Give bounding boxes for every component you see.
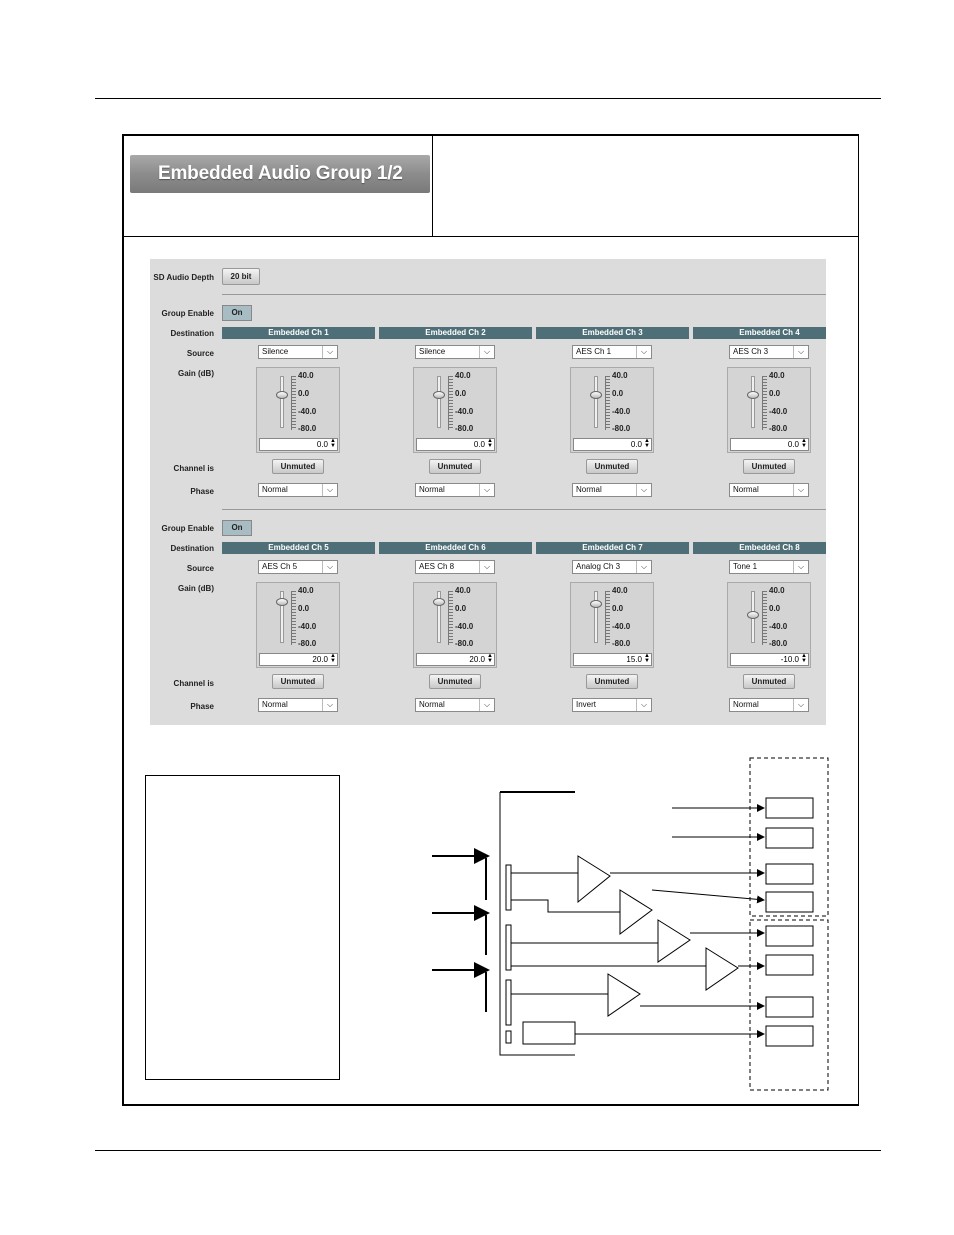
source-value: Silence bbox=[419, 347, 446, 356]
source-select[interactable] bbox=[572, 345, 652, 359]
gain-label: Gain (dB) bbox=[178, 584, 214, 593]
gain-control bbox=[413, 582, 497, 668]
phase-value: Normal bbox=[262, 700, 288, 709]
chevron-down-icon: ⌵ bbox=[793, 561, 808, 573]
spinner-arrows-icon[interactable]: ▲ ▼ bbox=[644, 653, 650, 664]
gain-scale-label: -40.0 bbox=[455, 407, 474, 416]
gain-input[interactable] bbox=[259, 438, 338, 451]
mute-button[interactable]: Unmuted bbox=[743, 674, 795, 689]
gain-slider-knob[interactable] bbox=[747, 611, 759, 619]
destination-label: Destination bbox=[170, 544, 214, 553]
source-select[interactable] bbox=[729, 345, 809, 359]
sd-audio-depth-button[interactable]: 20 bit bbox=[222, 268, 260, 285]
mute-button[interactable]: Unmuted bbox=[586, 674, 638, 689]
mute-button[interactable]: Unmuted bbox=[272, 459, 324, 474]
chevron-down-icon: ⌵ bbox=[793, 346, 808, 358]
signal-flow-diagram bbox=[420, 750, 840, 1100]
gain-scale-label: 40.0 bbox=[455, 586, 471, 595]
gain-value: 0.0 bbox=[473, 440, 485, 449]
gain-scale-label: 40.0 bbox=[769, 371, 785, 380]
gain-scale-label: -80.0 bbox=[298, 424, 317, 433]
source-select[interactable] bbox=[415, 345, 495, 359]
gain-value: -10.0 bbox=[780, 655, 799, 664]
card-title-banner: Embedded Audio Group 1/2 bbox=[130, 155, 430, 193]
gain-scale-label: -80.0 bbox=[769, 424, 788, 433]
gain-label: Gain (dB) bbox=[178, 369, 214, 378]
gain-scale-label: 0.0 bbox=[612, 389, 624, 398]
gain-value: 20.0 bbox=[469, 655, 485, 664]
destination-header: Embedded Ch 5 bbox=[222, 542, 375, 554]
group-enable-toggle[interactable]: On bbox=[222, 305, 252, 321]
gain-slider-knob[interactable] bbox=[433, 391, 445, 399]
gain-scale-label: 40.0 bbox=[769, 586, 785, 595]
gain-scale-label: -80.0 bbox=[298, 639, 317, 648]
gain-scale-label: -40.0 bbox=[769, 407, 788, 416]
chevron-down-icon: ⌵ bbox=[479, 699, 494, 711]
gain-scale-label: -40.0 bbox=[769, 622, 788, 631]
chevron-down-icon: ⌵ bbox=[793, 699, 808, 711]
chevron-down-icon: ⌵ bbox=[636, 346, 651, 358]
gain-input[interactable] bbox=[573, 653, 652, 666]
source-select[interactable] bbox=[415, 560, 495, 574]
phase-label: Phase bbox=[190, 487, 214, 496]
chevron-down-icon: ⌵ bbox=[322, 484, 337, 496]
gain-slider-track[interactable] bbox=[594, 591, 598, 643]
spinner-arrows-icon[interactable]: ▲ ▼ bbox=[330, 653, 336, 664]
gain-scale-label: -40.0 bbox=[612, 407, 631, 416]
gain-input[interactable] bbox=[416, 438, 495, 451]
gain-scale-ticks bbox=[762, 376, 767, 430]
phase-select[interactable] bbox=[258, 483, 338, 497]
gain-input[interactable] bbox=[730, 438, 809, 451]
gain-input[interactable] bbox=[259, 653, 338, 666]
table-row-divider bbox=[124, 236, 859, 237]
gain-scale-label: -80.0 bbox=[612, 424, 631, 433]
source-value: AES Ch 5 bbox=[262, 562, 298, 571]
gain-control bbox=[570, 367, 654, 453]
source-value: Silence bbox=[262, 347, 289, 356]
gain-slider-knob[interactable] bbox=[276, 391, 288, 399]
gain-scale-label: 40.0 bbox=[612, 586, 628, 595]
source-select[interactable] bbox=[572, 560, 652, 574]
gain-value: 15.0 bbox=[626, 655, 642, 664]
table-column-divider bbox=[432, 136, 433, 237]
spinner-arrows-icon[interactable]: ▲ ▼ bbox=[644, 438, 650, 449]
footer-rule bbox=[95, 1150, 881, 1151]
gain-scale-ticks bbox=[448, 376, 453, 430]
gain-scale-label: -80.0 bbox=[769, 639, 788, 648]
gain-control bbox=[570, 582, 654, 668]
gain-slider-track[interactable] bbox=[751, 376, 755, 428]
gain-scale-ticks bbox=[605, 591, 610, 645]
phase-select[interactable] bbox=[258, 698, 338, 712]
source-select[interactable] bbox=[258, 345, 338, 359]
gain-scale-label: 0.0 bbox=[455, 604, 467, 613]
mute-button[interactable]: Unmuted bbox=[272, 674, 324, 689]
chevron-down-icon: ⌵ bbox=[793, 484, 808, 496]
chevron-down-icon: ⌵ bbox=[636, 561, 651, 573]
gain-scale-label: -40.0 bbox=[612, 622, 631, 631]
gain-scale-label: -40.0 bbox=[455, 622, 474, 631]
gain-scale-ticks bbox=[762, 591, 767, 645]
phase-value: Normal bbox=[262, 485, 288, 494]
gain-slider-knob[interactable] bbox=[747, 391, 759, 399]
gain-amplifier-triangles bbox=[578, 856, 738, 1016]
gain-slider-track[interactable] bbox=[280, 376, 284, 428]
phase-value: Normal bbox=[419, 700, 445, 709]
gain-slider-track[interactable] bbox=[594, 376, 598, 428]
chevron-down-icon: ⌵ bbox=[636, 484, 651, 496]
destination-header: Embedded Ch 4 bbox=[693, 327, 826, 339]
gain-value: 0.0 bbox=[630, 440, 642, 449]
group-enable-label: Group Enable bbox=[161, 524, 214, 533]
chevron-down-icon: ⌵ bbox=[636, 699, 651, 711]
gain-control bbox=[413, 367, 497, 453]
source-label: Source bbox=[186, 349, 214, 358]
chevron-down-icon: ⌵ bbox=[322, 699, 337, 711]
diagram-legend-box bbox=[145, 775, 340, 1080]
mute-button[interactable]: Unmuted bbox=[743, 459, 795, 474]
phase-select[interactable] bbox=[729, 483, 809, 497]
channel-is-label: Channel is bbox=[173, 679, 214, 688]
mute-button[interactable]: Unmuted bbox=[429, 674, 481, 689]
gain-control bbox=[256, 582, 340, 668]
panel-separator bbox=[222, 294, 826, 295]
gain-input[interactable] bbox=[573, 438, 652, 451]
gain-control bbox=[256, 367, 340, 453]
destination-header: Embedded Ch 3 bbox=[536, 327, 689, 339]
gain-scale-label: 0.0 bbox=[769, 389, 781, 398]
phase-select[interactable] bbox=[729, 698, 809, 712]
gain-scale-label: 0.0 bbox=[298, 604, 310, 613]
gain-scale-label: 40.0 bbox=[298, 586, 314, 595]
phase-value: Invert bbox=[576, 700, 597, 709]
destination-header: Embedded Ch 6 bbox=[379, 542, 532, 554]
source-select[interactable] bbox=[258, 560, 338, 574]
source-value: AES Ch 1 bbox=[576, 347, 612, 356]
group-enable-label: Group Enable bbox=[161, 309, 214, 318]
tone-generator-box bbox=[523, 1022, 575, 1044]
panel-separator bbox=[222, 509, 826, 510]
gain-scale-ticks bbox=[448, 591, 453, 645]
mute-button[interactable]: Unmuted bbox=[429, 459, 481, 474]
channel-is-label: Channel is bbox=[173, 464, 214, 473]
gain-slider-knob[interactable] bbox=[433, 598, 445, 606]
gain-scale-label: -80.0 bbox=[455, 424, 474, 433]
phase-label: Phase bbox=[190, 702, 214, 711]
gain-scale-label: 0.0 bbox=[769, 604, 781, 613]
embedded-audio-panel bbox=[150, 259, 826, 725]
gain-value: 0.0 bbox=[316, 440, 328, 449]
chevron-down-icon: ⌵ bbox=[479, 484, 494, 496]
source-value: AES Ch 3 bbox=[733, 347, 769, 356]
gain-value: 0.0 bbox=[787, 440, 799, 449]
gain-control bbox=[727, 582, 811, 668]
chevron-down-icon: ⌵ bbox=[322, 346, 337, 358]
gain-slider-track[interactable] bbox=[437, 376, 441, 428]
phase-value: Normal bbox=[419, 485, 445, 494]
spinner-arrows-icon[interactable]: ▲ ▼ bbox=[487, 653, 493, 664]
gain-scale-label: 40.0 bbox=[298, 371, 314, 380]
phase-value: Normal bbox=[733, 485, 759, 494]
gain-input[interactable] bbox=[730, 653, 809, 666]
mute-button[interactable]: Unmuted bbox=[586, 459, 638, 474]
source-value: Analog Ch 3 bbox=[576, 562, 621, 571]
signal-wires bbox=[432, 792, 764, 1055]
gain-control bbox=[727, 367, 811, 453]
gain-scale-label: -40.0 bbox=[298, 407, 317, 416]
phase-value: Normal bbox=[733, 700, 759, 709]
source-value: AES Ch 8 bbox=[419, 562, 455, 571]
gain-scale-label: 0.0 bbox=[612, 604, 624, 613]
gain-value: 20.0 bbox=[312, 655, 328, 664]
gain-scale-label: 0.0 bbox=[298, 389, 310, 398]
chevron-down-icon: ⌵ bbox=[479, 561, 494, 573]
chevron-down-icon: ⌵ bbox=[322, 561, 337, 573]
phase-select[interactable] bbox=[415, 698, 495, 712]
phase-value: Normal bbox=[576, 485, 602, 494]
gain-scale-label: 0.0 bbox=[455, 389, 467, 398]
header-rule bbox=[95, 98, 881, 99]
destination-header: Embedded Ch 2 bbox=[379, 327, 532, 339]
spinner-arrows-icon[interactable]: ▲ ▼ bbox=[801, 653, 807, 664]
destination-label: Destination bbox=[170, 329, 214, 338]
gain-slider-knob[interactable] bbox=[276, 598, 288, 606]
group-enable-toggle[interactable]: On bbox=[222, 520, 252, 536]
phase-select[interactable] bbox=[572, 698, 652, 712]
destination-header: Embedded Ch 7 bbox=[536, 542, 689, 554]
output-boxes bbox=[766, 798, 813, 1046]
gain-slider-knob[interactable] bbox=[590, 391, 602, 399]
spinner-arrows-icon[interactable]: ▲ ▼ bbox=[801, 438, 807, 449]
gain-scale-label: -40.0 bbox=[298, 622, 317, 631]
chevron-down-icon: ⌵ bbox=[479, 346, 494, 358]
source-label: Source bbox=[186, 564, 214, 573]
gain-scale-ticks bbox=[291, 376, 296, 430]
spinner-arrows-icon[interactable]: ▲ ▼ bbox=[330, 438, 336, 449]
gain-scale-label: -80.0 bbox=[612, 639, 631, 648]
source-select[interactable] bbox=[729, 560, 809, 574]
gain-scale-label: 40.0 bbox=[612, 371, 628, 380]
gain-slider-knob[interactable] bbox=[590, 600, 602, 608]
gain-scale-label: 40.0 bbox=[455, 371, 471, 380]
gain-scale-ticks bbox=[291, 591, 296, 645]
phase-select[interactable] bbox=[415, 483, 495, 497]
phase-select[interactable] bbox=[572, 483, 652, 497]
gain-input[interactable] bbox=[416, 653, 495, 666]
source-value: Tone 1 bbox=[733, 562, 758, 571]
gain-scale-label: -80.0 bbox=[455, 639, 474, 648]
destination-header: Embedded Ch 1 bbox=[222, 327, 375, 339]
spinner-arrows-icon[interactable]: ▲ ▼ bbox=[487, 438, 493, 449]
gain-scale-ticks bbox=[605, 376, 610, 430]
destination-header: Embedded Ch 8 bbox=[693, 542, 826, 554]
sd-audio-depth-label: SD Audio Depth bbox=[153, 273, 214, 282]
